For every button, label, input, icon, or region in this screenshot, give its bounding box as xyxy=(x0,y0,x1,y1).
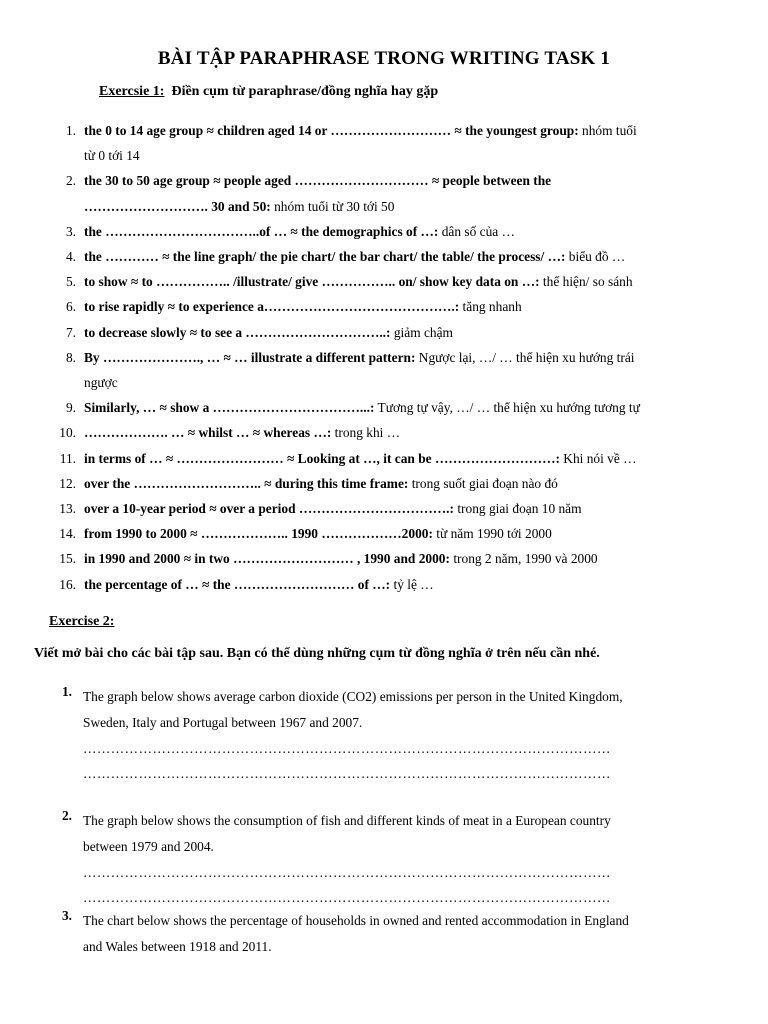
item-number: 10. xyxy=(59,425,76,441)
item-number: 9. xyxy=(65,400,76,416)
item-translation: biểu đồ … xyxy=(565,249,626,265)
item-number: 6. xyxy=(65,299,76,315)
item-translation: tăng nhanh xyxy=(459,299,522,315)
exercise1-instruction: Điền cụm từ paraphrase/đồng nghĩa hay gặp xyxy=(171,84,439,99)
question-text-line2: Sweden, Italy and Portugal between 1967 and 2007. xyxy=(83,715,363,730)
item-translation: tỷ lệ … xyxy=(390,576,434,592)
item-translation: nhóm tuổi xyxy=(578,123,637,138)
item-translation: giảm chậm xyxy=(390,324,453,340)
question-3 xyxy=(40,908,730,960)
item-translation: trong khi … xyxy=(331,425,401,441)
item-prompt: the 30 to 50 age group ≈ people aged ………………………… ≈ people between the xyxy=(84,173,552,189)
item-number: 5. xyxy=(65,274,76,290)
item-translation: trong giai đoạn 10 năm xyxy=(453,501,582,517)
item-continuation-prompt: ………………………. 30 and 50: xyxy=(84,198,271,214)
list-item xyxy=(44,294,734,319)
item-number: 14. xyxy=(59,526,76,542)
question-number: 2. xyxy=(61,808,72,823)
item-translation: nhóm tuổi từ 30 tới 50 xyxy=(270,198,395,214)
list-item xyxy=(44,420,734,445)
item-prompt: to decrease slowly ≈ to see a …………………………..: xyxy=(84,324,391,340)
item-prompt: over a 10-year period ≈ over a period …………………………….: xyxy=(84,501,454,517)
answer-line[interactable]: …………………………………………………………………………………………………… xyxy=(83,865,611,880)
item-prompt: the percentage of … ≈ the ……………………… of …: xyxy=(84,576,391,592)
item-number: 8. xyxy=(65,349,76,365)
item-continuation: từ 0 tới 14 xyxy=(84,148,140,164)
answer-line[interactable]: …………………………………………………………………………………………………… xyxy=(83,890,611,905)
question-number: 3. xyxy=(61,908,72,923)
item-prompt: Similarly, … ≈ show a ……………………………...: xyxy=(84,400,375,416)
item-prompt: the ………… ≈ the line graph/ the pie chart/ the bar chart/ the table/ the process/ …: xyxy=(84,249,566,265)
question-text-line1: The graph below shows the consumption of fish and different kinds of meat in a European country xyxy=(83,813,611,828)
item-translation: dân số của … xyxy=(438,223,515,239)
list-item xyxy=(44,345,734,395)
page-title: BÀI TẬP PARAPHRASE TRONG WRITING TASK 1 xyxy=(157,48,611,69)
question-text-line1: The chart below shows the percentage of households in owned and rented accommodation in England xyxy=(83,913,629,928)
list-item xyxy=(44,395,734,420)
item-continuation: ngược xyxy=(84,375,118,391)
item-translation: từ năm 1990 tới 2000 xyxy=(432,526,552,542)
item-prompt: over the ……………………….. ≈ during this time frame: xyxy=(84,475,409,491)
exercise1-label: Exercsie 1: xyxy=(99,84,165,99)
item-number: 3. xyxy=(65,223,76,239)
item-number: 12. xyxy=(59,475,76,491)
question-number: 1. xyxy=(61,684,72,699)
item-number: 16. xyxy=(59,576,76,592)
item-translation: Ngược lại, …/ … thể hiện xu hướng trái xyxy=(415,349,635,365)
item-prompt: the ……………………………..of … ≈ the demographics of …: xyxy=(84,223,439,239)
item-number: 13. xyxy=(59,501,76,517)
answer-line[interactable]: …………………………………………………………………………………………………… xyxy=(83,766,611,781)
list-item xyxy=(44,219,734,244)
list-item xyxy=(44,168,734,218)
answer-line[interactable]: …………………………………………………………………………………………………… xyxy=(83,741,611,756)
exercise2-heading: Exercise 2: xyxy=(49,614,115,629)
question-text-line2: between 1979 and 2004. xyxy=(83,839,214,854)
item-translation: trong 2 năm, 1990 và 2000 xyxy=(449,551,598,567)
item-number: 2. xyxy=(65,173,76,189)
item-translation: trong suốt giai đoạn nào đó xyxy=(408,475,558,491)
item-prompt: ………………. … ≈ whilst … ≈ whereas …: xyxy=(84,425,332,441)
question-1 xyxy=(40,684,730,786)
list-item xyxy=(44,269,734,294)
item-prompt: the 0 to 14 age group ≈ children aged 14 or ……………………… ≈ the youngest group: xyxy=(84,123,579,138)
item-translation: thể hiện/ so sánh xyxy=(539,274,633,290)
list-item xyxy=(44,471,734,496)
item-prompt: to show ≈ to …………….. /illustrate/ give …………….. on/ show key data on …: xyxy=(84,274,540,290)
exercise1-list xyxy=(44,118,734,597)
exercise1-heading xyxy=(99,84,438,100)
item-translation: Khi nói về … xyxy=(559,450,637,466)
item-prompt: in 1990 and 2000 ≈ in two ……………………… , 1990 and 2000: xyxy=(84,551,450,567)
question-text-line1: The graph below shows average carbon dioxide (CO2) emissions per person in the United Kingdom, xyxy=(83,689,623,704)
item-number: 11. xyxy=(59,450,76,466)
list-item xyxy=(44,446,734,471)
list-item xyxy=(44,244,734,269)
item-number: 7. xyxy=(65,324,76,340)
item-prompt: from 1990 to 2000 ≈ ……………….. 1990 ………………2000: xyxy=(84,526,433,542)
item-translation: Tương tự vậy, …/ … thể hiện xu hướng tương tự xyxy=(374,400,640,416)
list-item xyxy=(44,320,734,345)
exercise2-instruction: Viết mở bài cho các bài tập sau. Bạn có thể dùng những cụm từ đồng nghĩa ở trên nếu cần nhé. xyxy=(34,646,600,661)
item-number: 1. xyxy=(65,123,76,138)
list-item xyxy=(44,118,734,168)
list-item xyxy=(44,572,734,597)
list-item xyxy=(44,496,734,521)
list-item xyxy=(44,546,734,571)
list-item xyxy=(44,521,734,546)
item-prompt: in terms of … ≈ …………………… ≈ Looking at …, it can be ………………………: xyxy=(84,450,560,466)
item-prompt: to rise rapidly ≈ to experience a…………………………………….: xyxy=(84,299,460,315)
item-number: 15. xyxy=(59,551,76,567)
question-2 xyxy=(40,808,730,910)
question-text-line2: and Wales between 1918 and 2011. xyxy=(83,939,272,954)
item-prompt: By …………………., … ≈ … illustrate a different pattern: xyxy=(84,349,416,365)
item-number: 4. xyxy=(65,249,76,265)
